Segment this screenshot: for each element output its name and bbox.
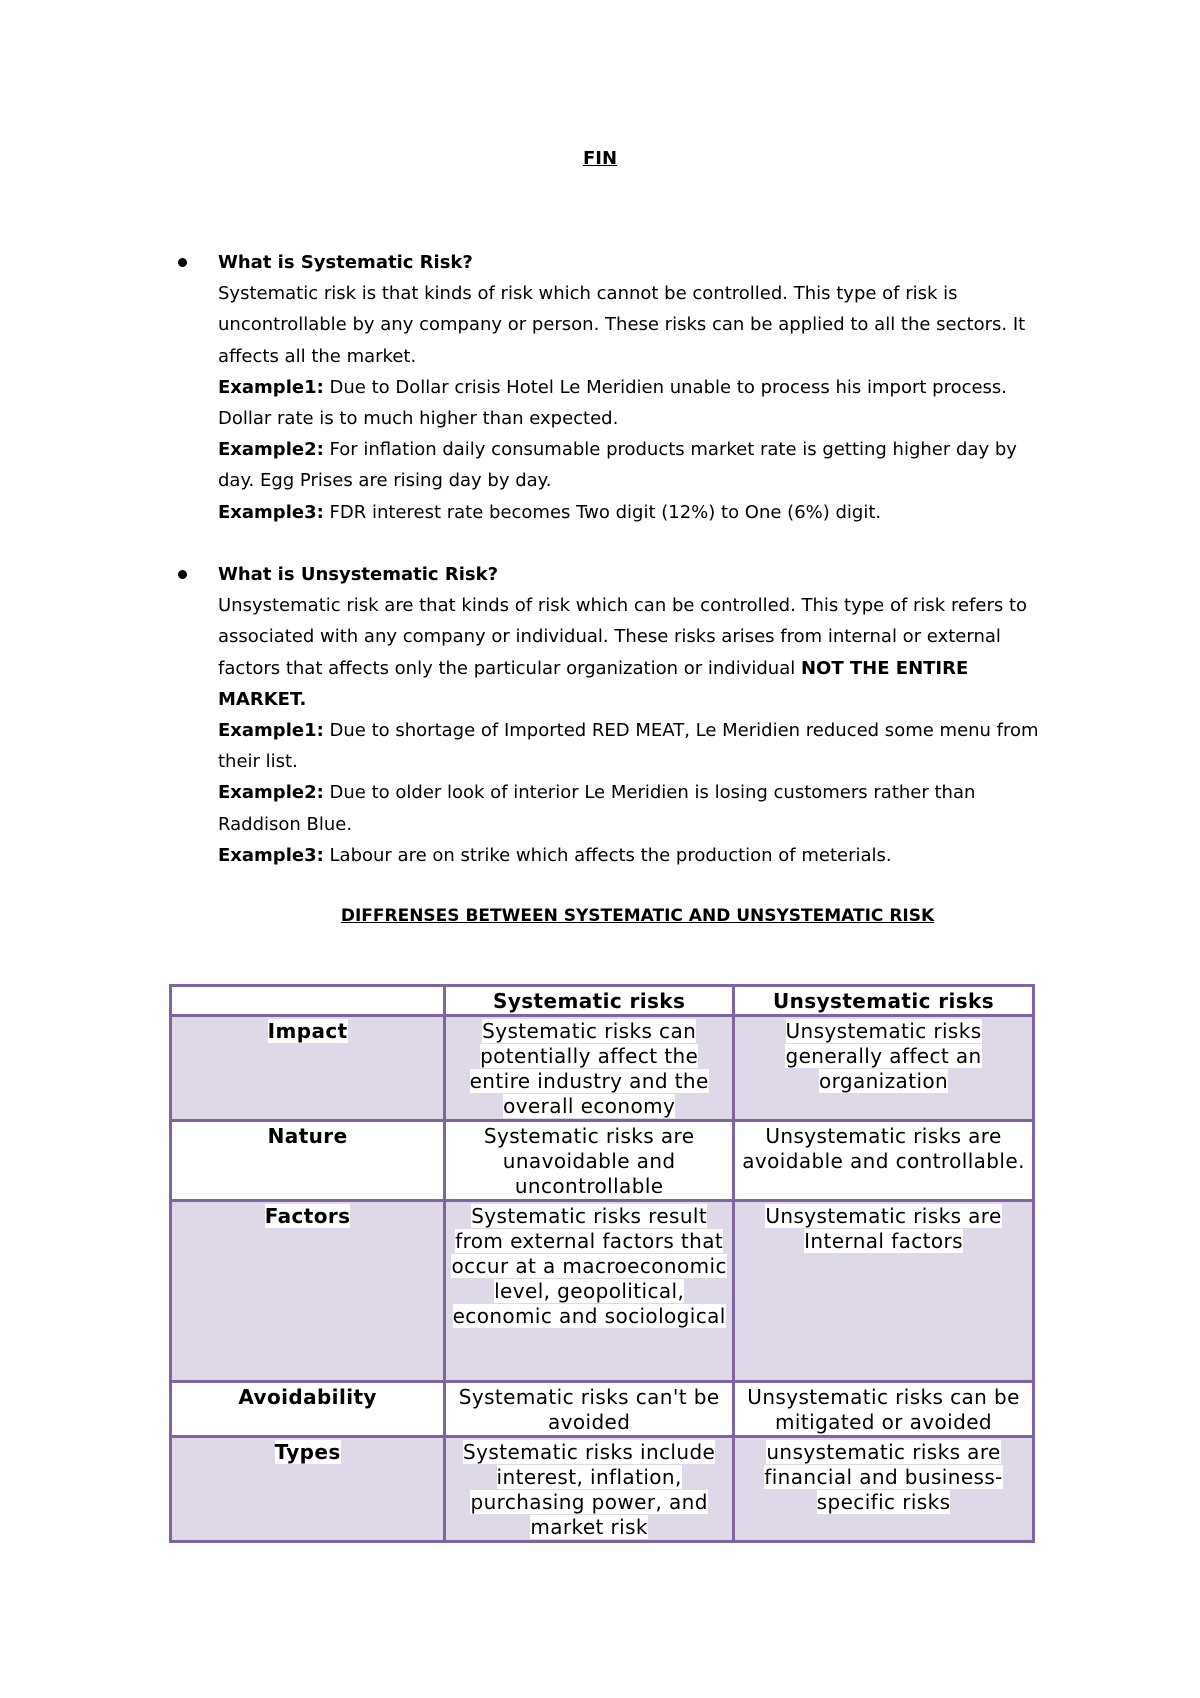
- unsystematic-cell: Unsystematic risks are Internal factors: [734, 1201, 1034, 1382]
- unsystematic-definition: [218, 590, 1058, 715]
- unsystematic-risk-section: [218, 559, 1058, 871]
- example-text: Labour are on strike which affects the production of meterials.: [323, 844, 892, 866]
- example-label: Example2:: [218, 782, 324, 804]
- unsystematic-question: What is Unsystematic Risk?: [218, 564, 499, 585]
- definition-emphasis: NOT THE ENTIRE MARKET.: [218, 657, 969, 710]
- systematic-cell: Systematic risks result from external factors that occur at a macroeconomic level, geopolitical, economic and sociological: [445, 1201, 734, 1382]
- bullet-icon: [178, 570, 187, 579]
- table-row: [171, 1016, 1034, 1121]
- systematic-example-3: [218, 497, 1058, 528]
- systematic-cell: Systematic risks can potentially affect the entire industry and the overall economy: [445, 1016, 734, 1121]
- example-text: Due to shortage of Imported RED MEAT, Le Meridien reduced some menu from their list.: [218, 720, 1039, 773]
- unsystematic-example-1: [218, 715, 1058, 777]
- example-label: Example3:: [218, 844, 324, 866]
- row-label: Types: [171, 1437, 445, 1542]
- unsystematic-cell: unsystematic risks are financial and business-specific risks: [734, 1437, 1034, 1542]
- systematic-cell: Systematic risks can't be avoided: [445, 1382, 734, 1437]
- unsystematic-cell: Unsystematic risks can be mitigated or avoided: [734, 1382, 1034, 1437]
- differences-title: DIFFRENSES BETWEEN SYSTEMATIC AND UNSYSTEMATIC RISK: [340, 906, 935, 926]
- definition-text: Unsystematic risk are that kinds of risk which can be controlled. This type of risk refers to associated with any company or individual. These risks arises from internal or external factors that affects only the particular organization or individual: [218, 595, 1028, 679]
- differences-table: [169, 984, 1035, 1543]
- example-text: For inflation daily consumable products market rate is getting higher day by day. Egg Prises are rising day by day.: [218, 439, 1017, 492]
- systematic-risk-section: [218, 247, 1058, 528]
- table-row: [171, 1437, 1034, 1542]
- header-cell-empty: [171, 986, 445, 1016]
- row-label: Factors: [171, 1201, 445, 1382]
- example-label: Example2:: [218, 439, 324, 461]
- example-text: Due to older look of interior Le Meridien is losing customers rather than Raddison Blue.: [218, 782, 976, 835]
- systematic-cell: Systematic risks are unavoidable and uncontrollable: [445, 1121, 734, 1201]
- page-title: FIN: [582, 148, 618, 169]
- unsystematic-example-3: [218, 840, 1058, 871]
- table-header-row: [171, 986, 1034, 1016]
- table-row: [171, 1121, 1034, 1201]
- systematic-example-1: [218, 372, 1058, 434]
- bullet-icon: [178, 258, 187, 267]
- example-text: Due to Dollar crisis Hotel Le Meridien unable to process his import process. Dollar rate is to much higher than expected.: [218, 376, 1008, 430]
- unsystematic-cell: Unsystematic risks generally affect an organization: [734, 1016, 1034, 1121]
- example-label: Example3:: [218, 501, 324, 523]
- example-text: FDR interest rate becomes Two digit (12%) to One (6%) digit.: [323, 501, 882, 523]
- systematic-question: What is Systematic Risk?: [218, 252, 473, 273]
- example-label: Example1:: [218, 720, 324, 742]
- example-label: Example1:: [218, 376, 324, 398]
- row-label: Impact: [171, 1016, 445, 1121]
- systematic-example-2: [218, 434, 1058, 496]
- row-label: Nature: [171, 1121, 445, 1201]
- unsystematic-cell: Unsystematic risks are avoidable and controllable.: [734, 1121, 1034, 1201]
- unsystematic-example-2: [218, 777, 1058, 839]
- systematic-cell: Systematic risks include interest, inflation, purchasing power, and market risk: [445, 1437, 734, 1542]
- header-cell-systematic: Systematic risks: [445, 986, 734, 1016]
- table-row: [171, 1382, 1034, 1437]
- systematic-definition: Systematic risk is that kinds of risk which cannot be controlled. This type of risk is uncontrollable by any company or person. These risks can be applied to all the sectors. It affects all the market.: [218, 283, 1026, 367]
- header-cell-unsystematic: Unsystematic risks: [734, 986, 1034, 1016]
- row-label: Avoidability: [171, 1382, 445, 1437]
- table-row: [171, 1201, 1034, 1382]
